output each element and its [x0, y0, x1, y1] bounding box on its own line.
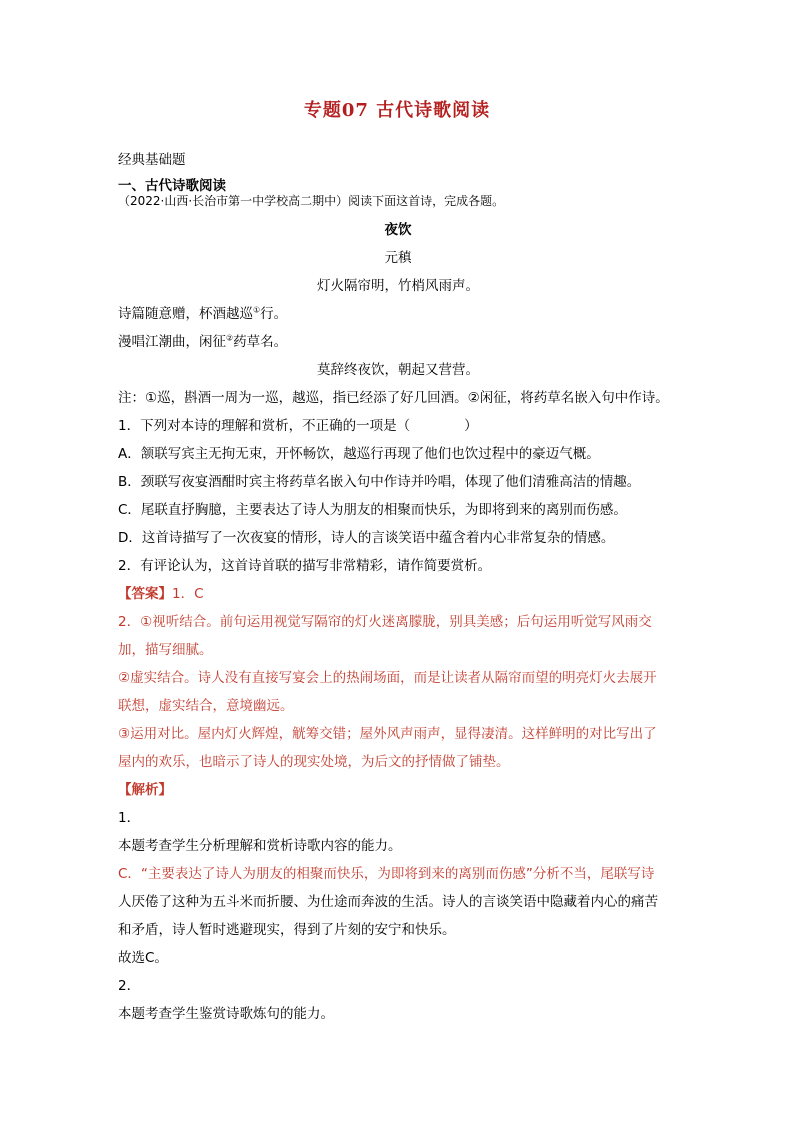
footnote-marker-1: ① — [253, 305, 261, 315]
answer-q2-line-3: ②虚实结合。诗人没有直接写宴会上的热闹场面，而是让读者从隔帘而望的明亮灯火去展开 — [118, 670, 657, 686]
question-2: 2．有评论认为，这首诗首联的描写非常精彩，请作简要赏析。 — [118, 558, 492, 574]
footnote-marker-2: ② — [226, 333, 234, 343]
analysis-number-1: 1． — [118, 810, 141, 826]
section-label: 经典基础题 — [118, 152, 186, 168]
analysis-c-line-1: C．“主要表达了诗人为朋友的相聚而快乐，为即将到来的离别而伤感”分析不当，尾联写诗 — [118, 866, 655, 882]
answer-q1: 【答案】1．C — [118, 586, 204, 602]
analysis-c-line-2: 人厌倦了这种为五斗米而折腰、为仕途而奔波的生活。诗人的言谈笑语中隐藏着内心的痛苦 — [118, 894, 658, 910]
poem-title: 夜饮 — [384, 222, 412, 238]
question-1: 1．下列对本诗的理解和赏析，不正确的一项是（ ） — [118, 418, 478, 434]
analysis-number-2: 2． — [118, 978, 141, 994]
poem-note: 注：①巡，斟酒一周为一巡，越巡，指已经添了好几回酒。②闲征，将药草名嵌入句中作诗。 — [118, 390, 669, 406]
option-d: D．这首诗描写了一次夜宴的情形，诗人的言谈笑语中蕴含着内心非常复杂的情感。 — [118, 530, 615, 546]
poem-line-1: 灯火隔帘明，竹梢风雨声。 — [317, 278, 479, 294]
question-section — [118, 146, 678, 174]
answer-q2-line-2: 加，描写细腻。 — [118, 642, 213, 658]
analysis-label: 【解析】 — [118, 782, 172, 798]
answer-q2-line-4: 联想，虚实结合，意境幽远。 — [118, 698, 294, 714]
option-c: C．尾联直抒胸臆，主要表达了诗人为朋友的相聚而快乐，为即将到来的离别而伤感。 — [118, 502, 627, 518]
option-a: A．颔联写宾主无拘无束，开怀畅饮，越巡行再现了他们也饮过程中的豪迈气概。 — [118, 446, 600, 462]
analysis-c-line-3: 和矛盾，诗人暂时逃避现实，得到了片刻的安宁和快乐。 — [118, 922, 456, 938]
poem-line-2: 诗篇随意赠，杯酒越巡①行。 — [118, 305, 288, 322]
poem-block — [118, 216, 678, 1028]
analysis-paragraph-2: 本题考查学生鉴赏诗歌炼句的能力。 — [118, 1006, 334, 1022]
poem-line-3: 漫唱江潮曲，闲征②药草名。 — [118, 333, 288, 350]
answer-label: 【答案】 — [118, 586, 172, 602]
poem-author: 元稹 — [384, 250, 412, 266]
answer-q2-line-6: 屋内的欢乐，也暗示了诗人的现实处境，为后文的抒情做了铺垫。 — [118, 754, 510, 770]
question-source: （2022·山西·长治市第一中学校高二期中）阅读下面这首诗，完成各题。 — [118, 194, 505, 208]
answer-q2-line-5: ③运用对比。屋内灯火辉煌，觥筹交错；屋外风声雨声，显得凄清。这样鲜明的对比写出了 — [118, 726, 657, 742]
answer-q2-line-1: 2．①视听结合。前句运用视觉写隔帘的灯火迷离朦胧，别具美感；后句运用听觉写风雨交 — [118, 614, 652, 630]
page-title: 专题07 古代诗歌阅读 — [303, 100, 491, 121]
part-heading: 一、古代诗歌阅读 — [118, 178, 226, 194]
source-block — [118, 190, 678, 212]
poem-line-4: 莫辞终夜饮，朝起又营营。 — [317, 362, 479, 378]
option-b: B．颈联写夜宴酒酣时宾主将药草名嵌入句中作诗并吟唱，体现了他们清雅高洁的情趣。 — [118, 474, 641, 490]
analysis-conclusion: 故选C。 — [118, 950, 168, 966]
analysis-paragraph-1: 本题考查学生分析理解和赏析诗歌内容的能力。 — [118, 838, 402, 854]
